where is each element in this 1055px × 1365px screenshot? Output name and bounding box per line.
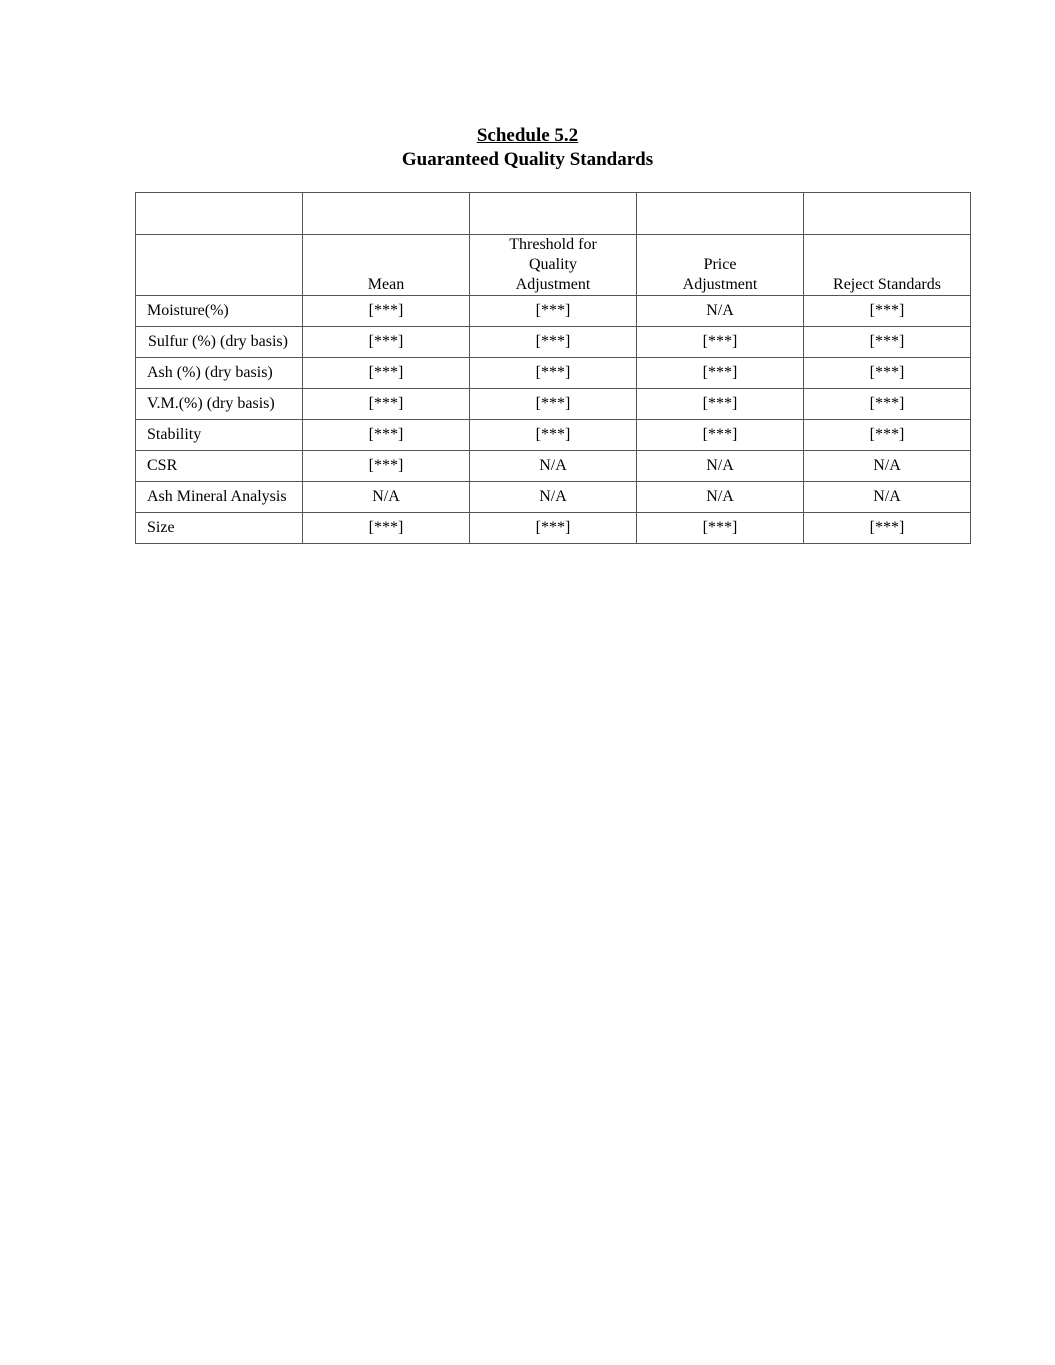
header-cell-price: Price Adjustment xyxy=(637,235,804,296)
threshold-value: [***] xyxy=(470,389,637,420)
price-value: N/A xyxy=(637,451,804,482)
reject-value: N/A xyxy=(804,482,971,513)
reject-value: [***] xyxy=(804,327,971,358)
table-row xyxy=(136,327,971,358)
header-cell-reject: Reject Standards xyxy=(804,235,971,296)
reject-value: [***] xyxy=(804,358,971,389)
mean-value: [***] xyxy=(303,389,470,420)
row-label: Size xyxy=(136,513,303,544)
threshold-value: [***] xyxy=(470,358,637,389)
document-heading xyxy=(0,124,1055,172)
header-cell-mean: Mean xyxy=(303,235,470,296)
price-value: [***] xyxy=(637,327,804,358)
mean-value: [***] xyxy=(303,451,470,482)
reject-value: [***] xyxy=(804,513,971,544)
schedule-number: Schedule 5.2 xyxy=(476,125,579,146)
row-label: Sulfur (%) (dry basis) xyxy=(136,327,303,358)
threshold-value: [***] xyxy=(470,420,637,451)
header-cell-threshold: Threshold for Quality Adjustment xyxy=(470,235,637,296)
reject-value: [***] xyxy=(804,296,971,327)
mean-value: [***] xyxy=(303,358,470,389)
row-label: Moisture(%) xyxy=(136,296,303,327)
table-row xyxy=(136,513,971,544)
quality-standards-table xyxy=(135,192,971,544)
table-row xyxy=(136,389,971,420)
table-row xyxy=(136,420,971,451)
table-row xyxy=(136,296,971,327)
row-label: Ash (%) (dry basis) xyxy=(136,358,303,389)
mean-value: [***] xyxy=(303,420,470,451)
page-title: Guaranteed Quality Standards xyxy=(401,149,654,170)
table-header-row xyxy=(136,235,971,296)
row-label: V.M.(%) (dry basis) xyxy=(136,389,303,420)
mean-value: [***] xyxy=(303,513,470,544)
price-value: N/A xyxy=(637,296,804,327)
reject-value: [***] xyxy=(804,389,971,420)
price-value: [***] xyxy=(637,420,804,451)
price-value: [***] xyxy=(637,513,804,544)
table-row xyxy=(136,358,971,389)
reject-value: N/A xyxy=(804,451,971,482)
mean-value: [***] xyxy=(303,327,470,358)
threshold-value: [***] xyxy=(470,296,637,327)
mean-value: N/A xyxy=(303,482,470,513)
blank-cell xyxy=(804,193,971,235)
threshold-value: [***] xyxy=(470,513,637,544)
table-row xyxy=(136,482,971,513)
price-value: N/A xyxy=(637,482,804,513)
mean-value: [***] xyxy=(303,296,470,327)
price-value: [***] xyxy=(637,389,804,420)
price-value: [***] xyxy=(637,358,804,389)
header-cell-parameter xyxy=(136,235,303,296)
row-label: Stability xyxy=(136,420,303,451)
blank-cell xyxy=(470,193,637,235)
threshold-value: [***] xyxy=(470,327,637,358)
blank-cell xyxy=(637,193,804,235)
row-label: Ash Mineral Analysis xyxy=(136,482,303,513)
threshold-value: N/A xyxy=(470,482,637,513)
row-label: CSR xyxy=(136,451,303,482)
table-blank-row xyxy=(136,193,971,235)
reject-value: [***] xyxy=(804,420,971,451)
table-row xyxy=(136,451,971,482)
blank-cell xyxy=(136,193,303,235)
threshold-value: N/A xyxy=(470,451,637,482)
blank-cell xyxy=(303,193,470,235)
